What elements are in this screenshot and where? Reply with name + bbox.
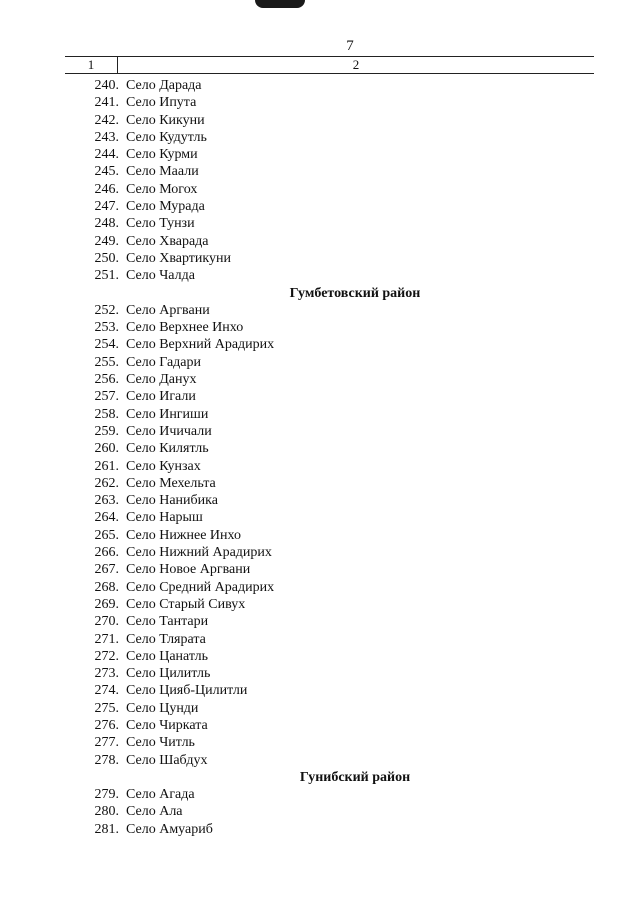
list-item bbox=[0, 215, 640, 232]
item-number: 267. bbox=[94, 562, 119, 578]
item-number: 278. bbox=[94, 752, 119, 768]
settlement-name: Село Средний Арадирих bbox=[126, 579, 275, 595]
item-number: 264. bbox=[94, 510, 119, 526]
settlement-name: Село Маали bbox=[126, 164, 199, 180]
item-number: 274. bbox=[94, 683, 119, 699]
list-item bbox=[0, 181, 640, 198]
item-number: 251. bbox=[94, 268, 119, 284]
list-item bbox=[0, 596, 640, 613]
settlement-name: Село Килятль bbox=[126, 441, 209, 457]
item-number: 241. bbox=[94, 95, 119, 111]
list-item bbox=[0, 406, 640, 423]
item-number: 256. bbox=[94, 372, 119, 388]
settlement-name: Село Цанатль bbox=[126, 648, 209, 664]
item-number: 275. bbox=[94, 700, 119, 716]
district-title: Гунибский район bbox=[299, 769, 411, 785]
list-item bbox=[0, 544, 640, 561]
settlement-name: Село Хварада bbox=[126, 233, 209, 249]
list-item bbox=[0, 648, 640, 665]
settlement-name: Село Верхнее Инхо bbox=[126, 320, 244, 336]
item-number: 269. bbox=[94, 596, 119, 612]
settlement-name: Село Дарада bbox=[126, 78, 202, 93]
list-item bbox=[0, 388, 640, 405]
list-item bbox=[0, 163, 640, 180]
item-number: 273. bbox=[94, 666, 119, 682]
item-number: 243. bbox=[94, 129, 119, 145]
item-number: 276. bbox=[94, 717, 119, 733]
settlement-name: Село Цунди bbox=[126, 700, 199, 716]
list-item bbox=[0, 233, 640, 250]
item-number: 260. bbox=[94, 441, 119, 457]
settlement-name: Село Ипута bbox=[126, 95, 197, 111]
settlement-name: Село Новое Аргвани bbox=[126, 562, 251, 578]
settlement-list bbox=[0, 77, 640, 838]
settlement-name: Село Нижний Арадирих bbox=[126, 545, 272, 561]
item-number: 270. bbox=[94, 614, 119, 630]
settlement-name: Село Ингиши bbox=[126, 406, 209, 422]
settlement-name: Село Ала bbox=[126, 804, 183, 820]
settlement-name: Село Старый Сивух bbox=[126, 596, 246, 612]
item-number: 271. bbox=[94, 631, 119, 647]
list-item bbox=[0, 734, 640, 751]
list-item bbox=[0, 129, 640, 146]
settlement-name: Село Читль bbox=[126, 735, 195, 751]
list-item bbox=[0, 786, 640, 803]
item-number: 255. bbox=[94, 354, 119, 370]
item-number: 281. bbox=[94, 821, 119, 837]
item-number: 280. bbox=[94, 804, 119, 820]
list-item bbox=[0, 475, 640, 492]
item-number: 249. bbox=[94, 233, 119, 249]
item-number: 259. bbox=[94, 423, 119, 439]
page-number: 7 bbox=[346, 38, 354, 54]
item-number: 242. bbox=[94, 112, 119, 128]
list-item bbox=[0, 561, 640, 578]
district-heading bbox=[0, 285, 640, 302]
list-item bbox=[0, 700, 640, 717]
item-number: 246. bbox=[94, 181, 119, 197]
list-item bbox=[0, 717, 640, 734]
item-number: 245. bbox=[94, 164, 119, 180]
settlement-name: Село Нанибика bbox=[126, 493, 218, 509]
item-number: 261. bbox=[94, 458, 119, 474]
settlement-name: Село Тантари bbox=[126, 614, 209, 630]
item-number: 262. bbox=[94, 475, 119, 491]
settlement-name: Село Агада bbox=[126, 787, 195, 803]
list-item bbox=[0, 371, 640, 388]
item-number: 277. bbox=[94, 735, 119, 751]
item-number: 258. bbox=[94, 406, 119, 422]
settlement-name: Село Нижнее Инхо bbox=[126, 527, 241, 543]
list-item bbox=[0, 77, 640, 94]
list-item bbox=[0, 336, 640, 353]
column-header-name: 2 bbox=[352, 57, 360, 72]
list-item bbox=[0, 752, 640, 769]
item-number: 268. bbox=[94, 579, 119, 595]
settlement-name: Село Чирката bbox=[126, 717, 208, 733]
item-number: 266. bbox=[94, 545, 119, 561]
settlement-name: Село Тунзи bbox=[126, 216, 195, 232]
list-item bbox=[0, 94, 640, 111]
district-heading bbox=[0, 769, 640, 786]
list-item bbox=[0, 354, 640, 371]
list-item bbox=[0, 146, 640, 163]
list-item bbox=[0, 198, 640, 215]
list-item bbox=[0, 492, 640, 509]
settlement-name: Село Кикуни bbox=[126, 112, 205, 128]
settlement-name: Село Гадари bbox=[126, 354, 201, 370]
item-number: 279. bbox=[94, 787, 119, 803]
list-item bbox=[0, 682, 640, 699]
settlement-name: Село Ичичали bbox=[126, 423, 212, 439]
item-number: 240. bbox=[94, 78, 119, 93]
list-item bbox=[0, 665, 640, 682]
table-header bbox=[65, 56, 594, 74]
settlement-name: Село Мехельта bbox=[126, 475, 216, 491]
settlement-name: Село Кунзах bbox=[126, 458, 201, 474]
settlement-name: Село Тлярата bbox=[126, 631, 206, 647]
list-item bbox=[0, 527, 640, 544]
item-number: 247. bbox=[94, 199, 119, 215]
list-item bbox=[0, 613, 640, 630]
list-item bbox=[0, 302, 640, 319]
item-number: 252. bbox=[94, 302, 119, 318]
list-item bbox=[0, 821, 640, 838]
scan-artifact bbox=[255, 0, 305, 8]
settlement-name: Село Цилитль bbox=[126, 666, 211, 682]
list-item bbox=[0, 440, 640, 457]
item-number: 272. bbox=[94, 648, 119, 664]
settlement-name: Село Шабдух bbox=[126, 752, 208, 768]
list-item bbox=[0, 250, 640, 267]
list-item bbox=[0, 423, 640, 440]
settlement-name: Село Аргвани bbox=[126, 302, 210, 318]
list-item bbox=[0, 267, 640, 284]
list-item bbox=[0, 319, 640, 336]
settlement-name: Село Верхний Арадирих bbox=[126, 337, 275, 353]
settlement-name: Село Чалда bbox=[126, 268, 195, 284]
list-item bbox=[0, 631, 640, 648]
item-number: 253. bbox=[94, 320, 119, 336]
item-number: 265. bbox=[94, 527, 119, 543]
list-item bbox=[0, 509, 640, 526]
list-item bbox=[0, 579, 640, 596]
settlement-name: Село Курми bbox=[126, 147, 198, 163]
district-title: Гумбетовский район bbox=[289, 285, 421, 301]
item-number: 244. bbox=[94, 147, 119, 163]
item-number: 263. bbox=[94, 493, 119, 509]
list-item bbox=[0, 803, 640, 820]
column-header-number: 1 bbox=[65, 57, 118, 73]
item-number: 248. bbox=[94, 216, 119, 232]
settlement-name: Село Кудутль bbox=[126, 129, 207, 145]
settlement-name: Село Нарыш bbox=[126, 510, 203, 526]
item-number: 254. bbox=[94, 337, 119, 353]
item-number: 250. bbox=[94, 250, 119, 266]
settlement-name: Село Могох bbox=[126, 181, 198, 197]
list-item bbox=[0, 112, 640, 129]
list-item bbox=[0, 458, 640, 475]
settlement-name: Село Амуариб bbox=[126, 821, 213, 837]
item-number: 257. bbox=[94, 389, 119, 405]
settlement-name: Село Данух bbox=[126, 372, 197, 388]
settlement-name: Село Мурада bbox=[126, 199, 205, 215]
settlement-name: Село Игали bbox=[126, 389, 196, 405]
settlement-name: Село Цияб-Цилитли bbox=[126, 683, 248, 699]
settlement-name: Село Хвартикуни bbox=[126, 250, 231, 266]
